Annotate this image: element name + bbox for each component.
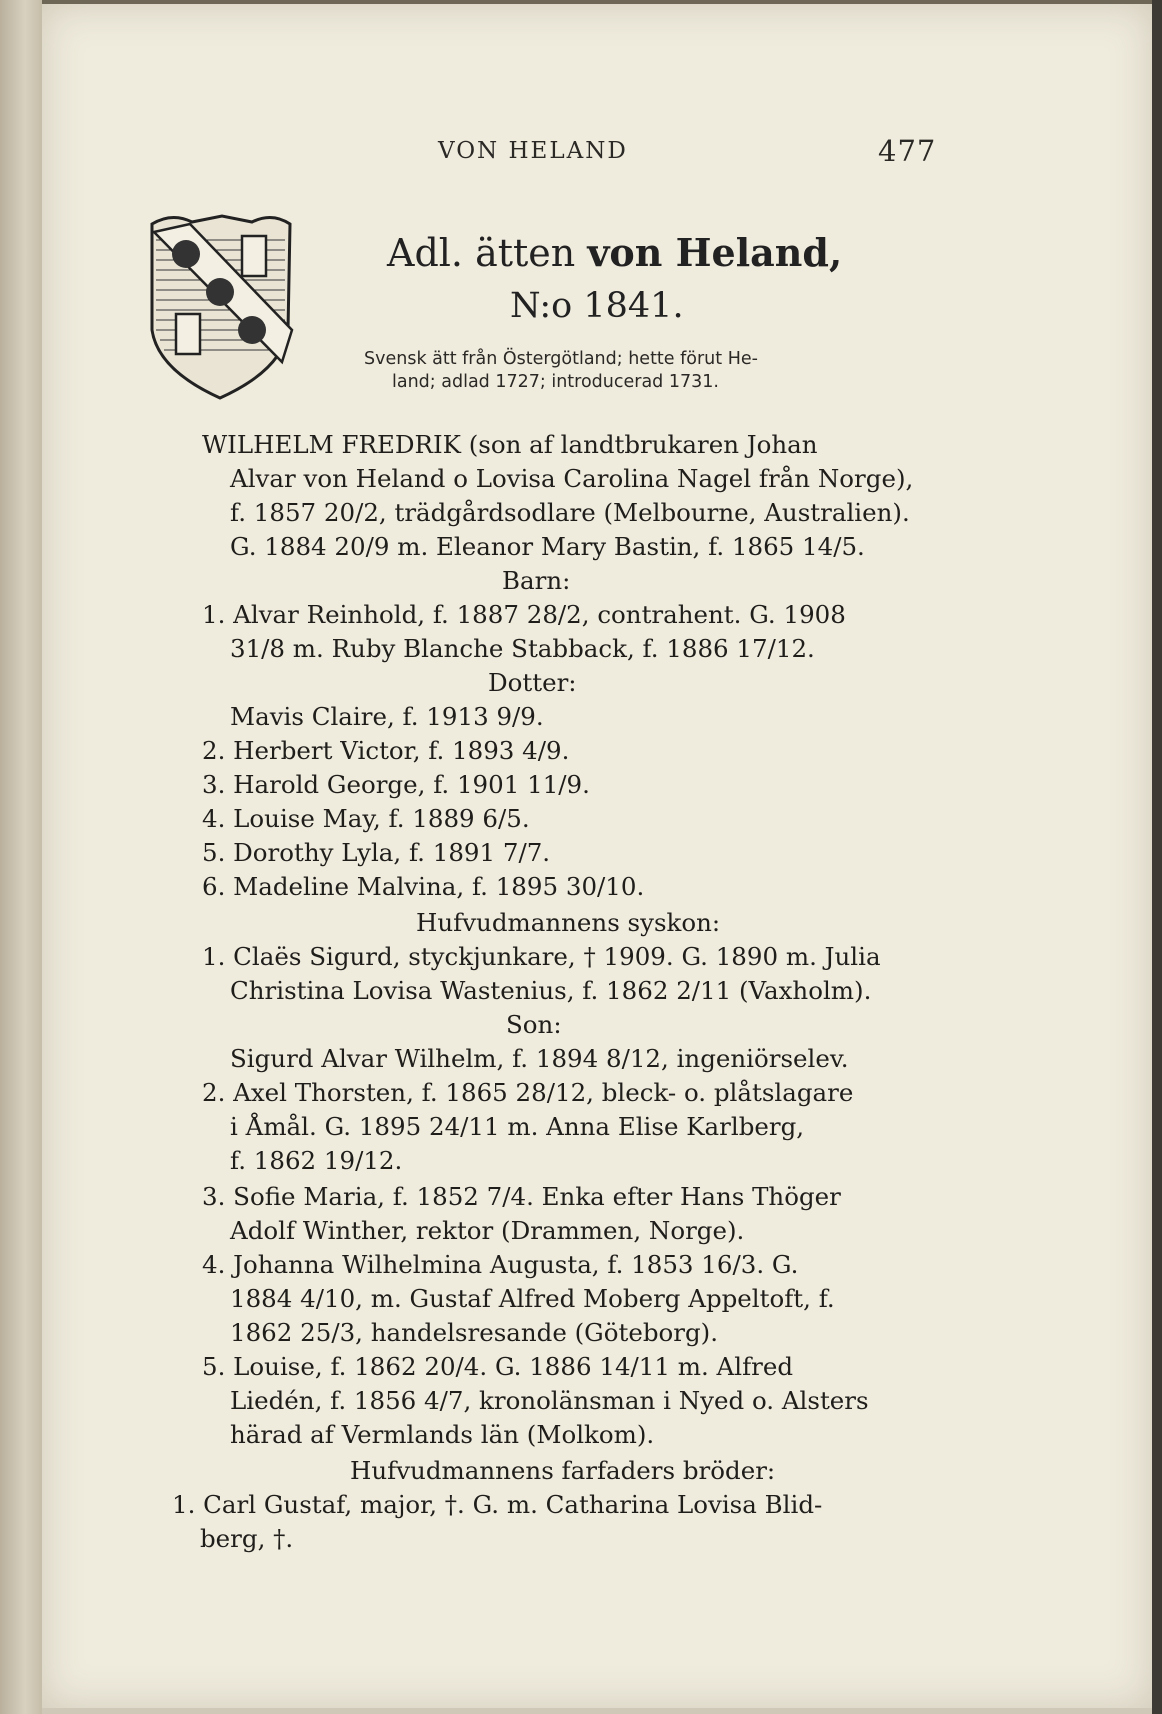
family-title bbox=[387, 230, 842, 275]
family-title-prefix: Adl. ätten bbox=[387, 231, 588, 275]
text-line: 4. Louise May, f. 1889 6/5. bbox=[202, 804, 530, 833]
text-line: Mavis Claire, f. 1913 9/9. bbox=[230, 702, 544, 731]
book-page bbox=[42, 4, 1152, 1708]
page-number: 477 bbox=[878, 134, 937, 168]
book-gutter bbox=[0, 0, 42, 1714]
text-line: 1862 25/3, handelsresande (Göteborg). bbox=[230, 1318, 719, 1347]
text-line: berg, †. bbox=[200, 1524, 294, 1553]
text-line: i Åmål. G. 1895 24/11 m. Anna Elise Karlberg, bbox=[230, 1112, 805, 1141]
text-line: 4. Johanna Wilhelmina Augusta, f. 1853 16/3. G. bbox=[202, 1250, 799, 1279]
text-line: WILHELM FREDRIK (son af landtbrukaren Johan bbox=[202, 430, 818, 459]
text-line: Dotter: bbox=[488, 668, 577, 697]
family-number: N:o 1841. bbox=[510, 286, 684, 326]
text-line: 6. Madeline Malvina, f. 1895 30/10. bbox=[202, 872, 645, 901]
text-line: Hufvudmannens syskon: bbox=[416, 908, 721, 937]
text-line: G. 1884 20/9 m. Eleanor Mary Bastin, f. 1865 14/5. bbox=[230, 532, 865, 561]
text-line: 5. Louise, f. 1862 20/4. G. 1886 14/11 m. Alfred bbox=[202, 1352, 794, 1381]
text-line: Sigurd Alvar Wilhelm, f. 1894 8/12, ingeniörselev. bbox=[230, 1044, 849, 1073]
text-line: 5. Dorothy Lyla, f. 1891 7/7. bbox=[202, 838, 551, 867]
text-line: 31/8 m. Ruby Blanche Stabback, f. 1886 17/12. bbox=[230, 634, 815, 663]
text-line: 1884 4/10, m. Gustaf Alfred Moberg Appeltoft, f. bbox=[230, 1284, 835, 1313]
page-right-edge bbox=[1152, 0, 1162, 1714]
intro-line-1: Svensk ätt från Östergötland; hette förut He- bbox=[364, 349, 758, 369]
text-line: härad af Vermlands län (Molkom). bbox=[230, 1420, 655, 1449]
text-line: f. 1857 20/2, trädgårdsodlare (Melbourne, Australien). bbox=[230, 498, 910, 527]
running-header bbox=[42, 134, 1152, 178]
intro-line-2: land; adlad 1727; introducerad 1731. bbox=[392, 372, 719, 392]
text-line: 1. Alvar Reinhold, f. 1887 28/2, contrahent. G. 1908 bbox=[202, 600, 846, 629]
text-line: 3. Harold George, f. 1901 11/9. bbox=[202, 770, 590, 799]
text-line: Liedén, f. 1856 4/7, kronolänsman i Nyed o. Alsters bbox=[230, 1386, 869, 1415]
family-title-name: von Heland, bbox=[587, 230, 843, 275]
text-line: 2. Herbert Victor, f. 1893 4/9. bbox=[202, 736, 570, 765]
text-line: 1. Carl Gustaf, major, †. G. m. Catharina Lovisa Blid- bbox=[172, 1490, 823, 1519]
text-line: Alvar von Heland o Lovisa Carolina Nagel från Norge), bbox=[230, 464, 914, 493]
text-line: Hufvudmannens farfaders bröder: bbox=[350, 1456, 776, 1485]
text-line: 1. Claës Sigurd, styckjunkare, † 1909. G. 1890 m. Julia bbox=[202, 942, 881, 971]
text-line: 2. Axel Thorsten, f. 1865 28/12, bleck- o. plåtslagare bbox=[202, 1078, 854, 1107]
text-line: Barn: bbox=[502, 566, 571, 595]
text-line: Adolf Winther, rektor (Drammen, Norge). bbox=[230, 1216, 745, 1245]
text-line: Son: bbox=[506, 1010, 562, 1039]
family-intro bbox=[364, 348, 904, 394]
text-line: Christina Lovisa Wastenius, f. 1862 2/11 (Vaxholm). bbox=[230, 976, 872, 1005]
running-title: VON HELAND bbox=[438, 138, 628, 164]
coat-of-arms-icon bbox=[142, 210, 297, 402]
text-line: 3. Sofie Maria, f. 1852 7/4. Enka efter Hans Thöger bbox=[202, 1182, 841, 1211]
text-line: f. 1862 19/12. bbox=[230, 1146, 403, 1175]
